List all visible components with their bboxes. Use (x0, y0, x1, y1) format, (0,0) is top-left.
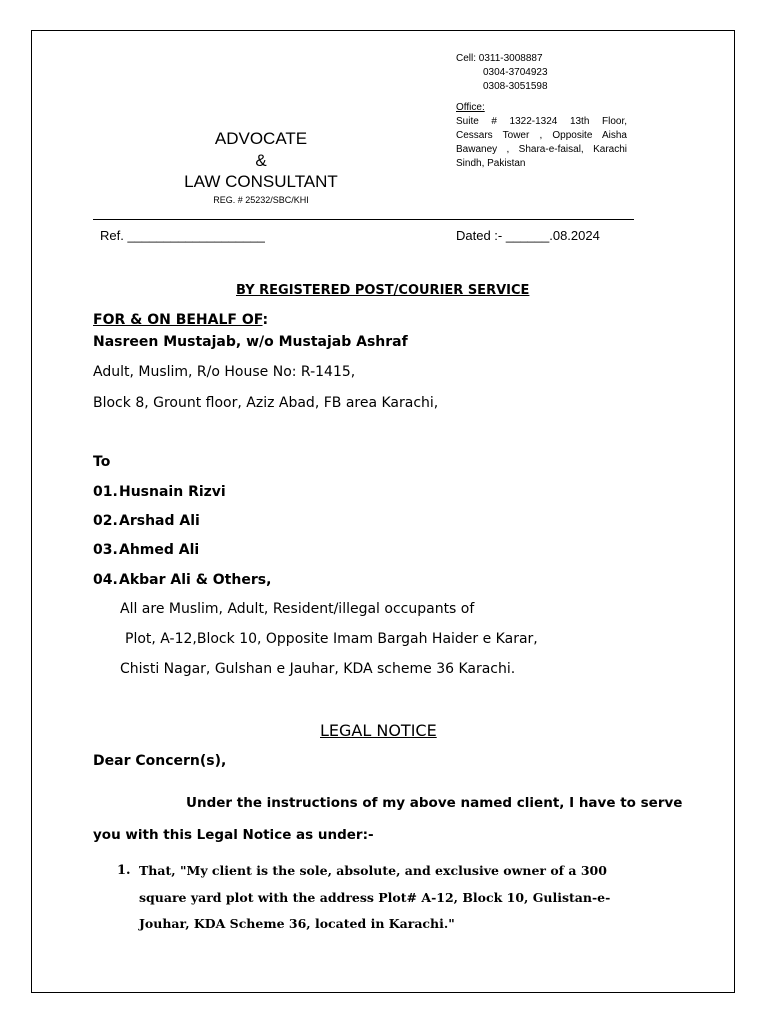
office-address-block (456, 101, 627, 171)
point-1-number: 1. (117, 863, 131, 878)
point-1-line-2: square yard plot with the address Plot# A-12, Block 10, Gulistan-e- (139, 890, 611, 905)
to-label: To (93, 454, 111, 470)
recipients-description-2: Plot, A-12,Block 10, Opposite Imam Bargah Haider e Karar, (125, 631, 538, 647)
delivery-method: BY REGISTERED POST/COURIER SERVICE (236, 283, 530, 298)
recipient-number: 03. (93, 542, 118, 558)
legal-notice-heading: LEGAL NOTICE (320, 721, 437, 740)
recipient-name: Akbar Ali & Others, (119, 572, 272, 588)
intro-line-1: Under the instructions of my above named client, I have to serve (186, 795, 683, 811)
header-divider (93, 219, 634, 220)
recipient-item (93, 512, 200, 530)
client-address-line-1: Adult, Muslim, R/o House No: R-1415, (93, 364, 356, 380)
client-address-line-2: Block 8, Grount floor, Aziz Abad, FB area Karachi, (93, 395, 439, 411)
behalf-label: FOR & ON BEHALF OF (93, 312, 263, 328)
client-name: Nasreen Mustajab, w/o Mustajab Ashraf (93, 334, 408, 350)
office-label: Office: (456, 102, 485, 113)
title-advocate: ADVOCATE (214, 129, 308, 148)
ref-label: Ref. (100, 228, 128, 243)
phone-3: 0308-3051598 (483, 81, 548, 92)
phone-1: Cell: 0311-3008887 (456, 53, 543, 64)
registration-number: REG. # 25232/SBC/KHI (213, 195, 309, 205)
title-ampersand: & (255, 151, 267, 170)
phone-2: 0304-3704923 (483, 67, 548, 78)
recipient-number: 01. (93, 484, 118, 500)
recipient-item (93, 571, 271, 589)
recipient-name: Ahmed Ali (119, 542, 200, 558)
point-1-line-3: Jouhar, KDA Scheme 36, located in Karachi." (139, 916, 455, 931)
title-law-consultant: LAW CONSULTANT (184, 172, 338, 191)
recipients-description-1: All are Muslim, Adult, Resident/illegal occupants of (120, 601, 475, 617)
ref-blank: ___________________ (127, 228, 265, 243)
recipient-number: 02. (93, 513, 118, 529)
recipient-number: 04. (93, 572, 118, 588)
intro-line-2: you with this Legal Notice as under:- (93, 827, 374, 843)
salutation: Dear Concern(s), (93, 753, 227, 769)
recipient-item (93, 541, 199, 559)
office-address: Suite # 1322-1324 13th Floor, Cessars Tower , Opposite Aisha Bawaney , Shara-e-faisal, Karachi Sindh, Pakistan (456, 116, 627, 169)
dated-line: Dated :- ______.08.2024 (456, 228, 600, 243)
recipients-description-3: Chisti Nagar, Gulshan e Jauhar, KDA scheme 36 Karachi. (120, 661, 516, 677)
ref-line (100, 228, 265, 244)
behalf-heading (93, 311, 268, 329)
recipient-item (93, 483, 226, 501)
recipient-name: Arshad Ali (119, 513, 200, 529)
behalf-colon: : (262, 312, 269, 328)
recipient-name: Husnain Rizvi (119, 484, 226, 500)
point-1-line-1: That, "My client is the sole, absolute, and exclusive owner of a 300 (139, 863, 607, 878)
